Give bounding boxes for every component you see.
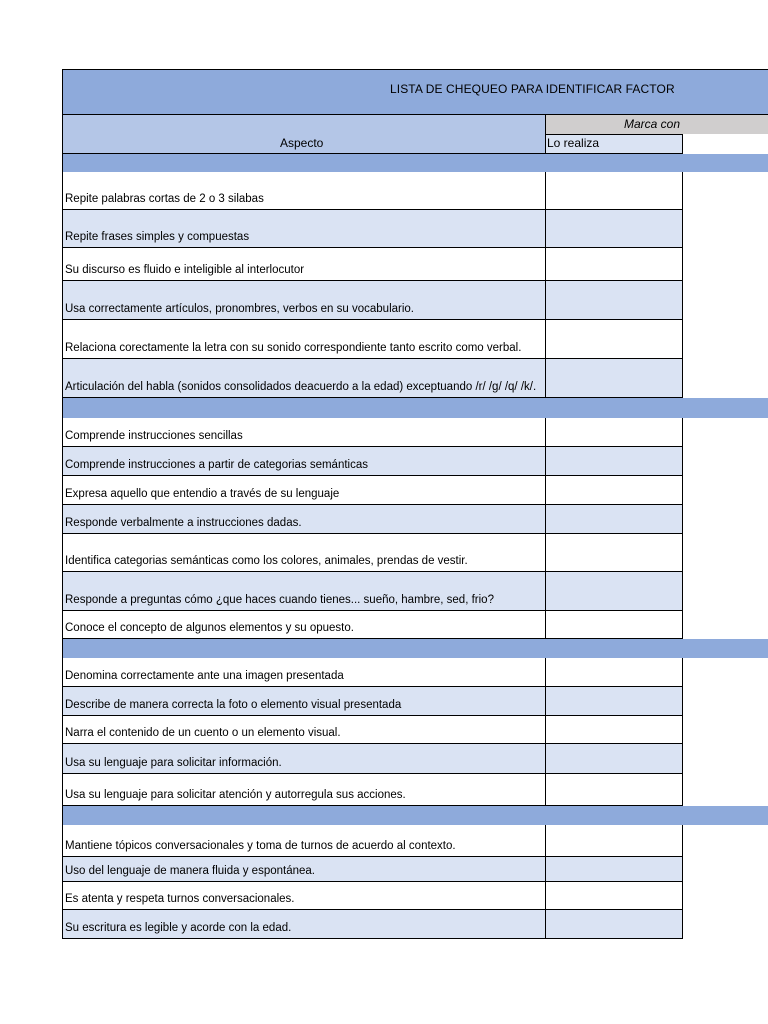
done-checkbox-cell[interactable]: [546, 320, 683, 359]
aspect-item-label: Identifica categorias semánticas como los colores, animales, prendas de vestir.: [62, 534, 546, 572]
done-checkbox-cell[interactable]: [546, 658, 683, 687]
done-checkbox-cell[interactable]: [546, 505, 683, 534]
done-checkbox-cell[interactable]: [546, 611, 683, 639]
aspect-item-label: Expresa aquello que entendio a través de su lenguaje: [62, 476, 546, 505]
aspect-item-label: Usa su lenguaje para solicitar información.: [62, 744, 546, 774]
done-checkbox-cell[interactable]: [546, 359, 683, 398]
done-checkbox-cell[interactable]: [546, 774, 683, 806]
aspect-item-label: Mantiene tópicos conversacionales y toma de turnos de acuerdo al contexto.: [62, 825, 546, 857]
aspect-item-label: Es atenta y respeta turnos conversacionales.: [62, 882, 546, 910]
aspect-item-label: Responde verbalmente a instrucciones dadas.: [62, 505, 546, 534]
aspect-item-label: Articulación del habla (sonidos consolidados deacuerdo a la edad) exceptuando /r/ /g/ /q/ /k/.: [62, 359, 546, 398]
aspect-item-label: Su discurso es fluido e inteligible al interlocutor: [62, 248, 546, 281]
done-checkbox-cell[interactable]: [546, 418, 683, 447]
done-checkbox-cell[interactable]: [546, 910, 683, 939]
done-checkbox-cell[interactable]: [546, 825, 683, 857]
done-checkbox-cell[interactable]: [546, 857, 683, 882]
done-checkbox-cell[interactable]: [546, 210, 683, 248]
section-band: [62, 806, 768, 825]
done-checkbox-cell[interactable]: [546, 744, 683, 774]
aspect-item-label: Usa correctamente artículos, pronombres, verbos en su vocabulario.: [62, 281, 546, 320]
aspect-item-label: Repite palabras cortas de 2 o 3 silabas: [62, 172, 546, 210]
aspect-item-label: Denomina correctamente ante una imagen presentada: [62, 658, 546, 687]
document-title: LISTA DE CHEQUEO PARA IDENTIFICAR FACTOR: [390, 82, 675, 96]
aspect-item-label: Narra el contenido de un cuento o un elemento visual.: [62, 716, 546, 744]
aspect-item-label: Usa su lenguaje para solicitar atención y autorregula sus acciones.: [62, 774, 546, 806]
aspect-item-label: Responde a preguntas cómo ¿que haces cuando tienes... sueño, hambre, sed, frio?: [62, 572, 546, 611]
done-checkbox-cell[interactable]: [546, 882, 683, 910]
done-checkbox-cell[interactable]: [546, 281, 683, 320]
aspect-item-label: Comprende instrucciones a partir de categorias semánticas: [62, 447, 546, 476]
done-column-header: Lo realiza: [547, 136, 600, 150]
aspect-item-label: Uso del lenguaje de manera fluida y espontánea.: [62, 857, 546, 882]
section-band: [62, 398, 768, 418]
aspect-item-label: Su escritura es legible y acorde con la edad.: [62, 910, 546, 939]
mark-header: Marca con: [624, 117, 681, 131]
aspect-item-label: Relaciona corectamente la letra con su sonido correspondiente tanto escrito como verbal.: [62, 320, 546, 359]
aspect-item-label: Describe de manera correcta la foto o elemento visual presentada: [62, 687, 546, 716]
aspect-header: Aspecto: [280, 136, 324, 150]
done-checkbox-cell[interactable]: [546, 687, 683, 716]
section-band: [62, 639, 768, 658]
done-checkbox-cell[interactable]: [546, 248, 683, 281]
done-checkbox-cell[interactable]: [546, 172, 683, 210]
done-checkbox-cell[interactable]: [546, 476, 683, 505]
aspect-item-label: Repite frases simples y compuestas: [62, 210, 546, 248]
section-band: [62, 154, 768, 172]
aspect-item-label: Comprende instrucciones sencillas: [62, 418, 546, 447]
done-checkbox-cell[interactable]: [546, 572, 683, 611]
aspect-item-label: Conoce el concepto de algunos elementos y su opuesto.: [62, 611, 546, 639]
done-checkbox-cell[interactable]: [546, 716, 683, 744]
done-checkbox-cell[interactable]: [546, 447, 683, 476]
done-checkbox-cell[interactable]: [546, 534, 683, 572]
